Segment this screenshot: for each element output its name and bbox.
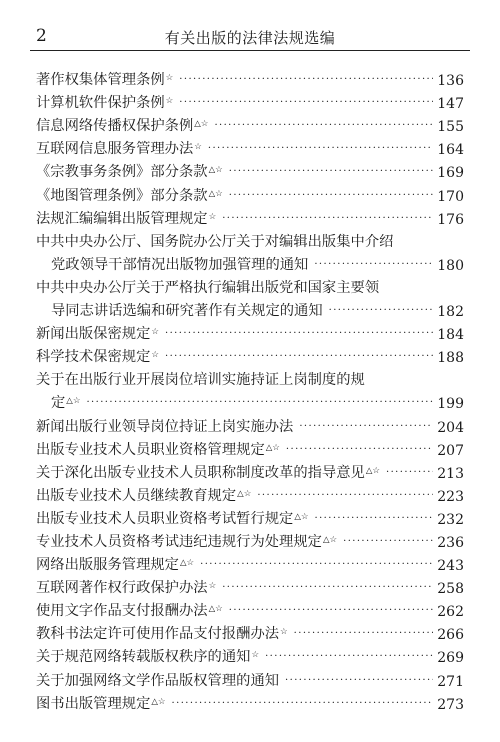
toc-entry-title: 出版专业技术人员职业资格管理规定: [36, 441, 265, 458]
toc-entry-line: [36, 690, 464, 713]
toc-entry-page: 262: [437, 604, 464, 621]
toc-entry-mark: △☆: [294, 511, 309, 522]
toc-entry-page: 213: [437, 465, 464, 482]
toc-entry-title: 法规汇编编辑出版管理规定: [36, 210, 208, 227]
toc-entry-page: 223: [437, 488, 464, 505]
toc-entry: [36, 643, 464, 666]
dot-leader: [343, 537, 433, 547]
dot-leader: [315, 514, 434, 524]
toc-entry-page: 204: [437, 419, 464, 436]
running-title: 有关出版的法律法规选编: [164, 29, 336, 47]
toc-entry-page: 147: [437, 96, 464, 113]
toc-entry-title: 信息网络传播权保护条例: [36, 118, 194, 135]
toc-entry: [36, 66, 464, 89]
toc-entry-line: [36, 389, 464, 412]
toc-entry-line: [36, 89, 464, 112]
toc-entry-mark: ☆: [194, 142, 202, 153]
toc-entry-line: [36, 181, 464, 204]
toc-entry-page: 184: [437, 327, 464, 344]
toc-entry-line: [36, 66, 464, 89]
toc-entry-mark: ☆: [151, 327, 159, 338]
toc-entry-page: 169: [437, 165, 464, 182]
toc-entry: [36, 274, 464, 320]
dot-leader: [222, 583, 433, 593]
toc-entry-line: [36, 528, 464, 551]
toc-entry-mark: ☆: [151, 350, 159, 361]
dot-leader: [200, 560, 433, 570]
toc-entry-line: [36, 643, 464, 666]
toc-entry-mark: ☆: [251, 650, 260, 661]
dot-leader: [314, 260, 433, 270]
toc-entry-title: 关于在出版行业开展岗位培训实施持证上岗制度的规: [36, 372, 365, 389]
toc-entry-page: 266: [437, 627, 464, 644]
running-header: [30, 24, 470, 51]
toc-entry-page: 180: [437, 257, 464, 274]
dot-leader: [172, 699, 434, 709]
toc-entry-mark: △☆: [208, 188, 223, 199]
dot-leader: [165, 352, 433, 362]
toc-entry-line: [36, 366, 464, 389]
toc-entry-title: 关于加强网络文学作品版权管理的通知: [36, 672, 280, 689]
toc-entry-mark: ☆: [208, 211, 217, 222]
toc-entry-line: [36, 482, 464, 505]
toc-entry: [36, 666, 464, 689]
toc-entry-page: 243: [437, 558, 464, 575]
toc-entry: [36, 181, 464, 204]
dot-leader: [86, 398, 433, 408]
toc-entry: [36, 228, 464, 274]
toc-entry-line: [36, 436, 464, 459]
toc-entry-line: [36, 574, 464, 597]
toc-entry-title: 出版专业技术人员继续教育规定: [36, 487, 237, 504]
toc-entry-mark: △☆: [365, 465, 380, 476]
toc-entry-mark: △☆: [237, 488, 252, 499]
toc-entry-line: [36, 459, 464, 482]
toc-entry-mark: ☆: [165, 73, 174, 84]
toc-entry-title: 导同志讲话选编和研究著作有关规定的通知: [51, 303, 323, 320]
dot-leader: [179, 75, 433, 85]
toc-entry: [36, 320, 464, 343]
toc-entry-title: 中共中央办公厅关于严格执行编辑出版党和国家主要领: [36, 279, 380, 296]
toc-entry-title: 教科书法定许可使用作品支付报酬办法: [36, 626, 280, 643]
toc-entry-mark: △☆: [265, 442, 280, 453]
dot-leader: [214, 121, 433, 131]
toc-entry: [36, 574, 464, 597]
toc-entry-title: 互联网著作权行政保护办法: [36, 580, 208, 597]
toc-entry-title: 网络出版服务管理规定: [36, 557, 179, 574]
toc-entry-mark: △☆: [208, 165, 223, 176]
toc-entry-line: [36, 274, 464, 297]
toc-entry-page: 269: [437, 650, 464, 667]
toc-entry-title: 计算机软件保护条例: [36, 95, 165, 112]
toc-entry-title: 著作权集体管理条例: [36, 72, 165, 89]
toc-entry-mark: ☆: [165, 96, 174, 107]
toc-entry-title: 专业技术人员资格考试违纪违规行为处理规定: [36, 533, 322, 550]
toc-entry-page: 258: [437, 581, 464, 598]
toc-entry-line: [36, 205, 464, 228]
dot-leader: [265, 652, 433, 662]
toc-entry-title: 新闻出版保密规定: [36, 326, 151, 343]
toc-entry-title: 《地图管理条例》部分条款: [36, 187, 208, 204]
toc-entry-mark: △☆: [66, 396, 81, 407]
dot-leader: [386, 468, 433, 478]
toc-entry-title: 定: [51, 395, 66, 412]
dot-leader: [229, 167, 434, 177]
toc-entry: [36, 690, 464, 713]
toc-entry: [36, 551, 464, 574]
dot-leader: [285, 676, 433, 686]
toc-entry-line: [36, 620, 464, 643]
toc-entry: [36, 459, 464, 482]
table-of-contents: [36, 66, 464, 713]
toc-entry-line: [36, 320, 464, 343]
toc-entry-page: 136: [437, 73, 464, 90]
dot-leader: [179, 98, 433, 108]
toc-entry: [36, 89, 464, 112]
toc-entry-mark: △☆: [179, 558, 195, 569]
toc-entry: [36, 205, 464, 228]
toc-entry-page: 232: [437, 511, 464, 528]
toc-entry-page: 188: [437, 350, 464, 367]
toc-entry: [36, 366, 464, 412]
toc-entry: [36, 412, 464, 435]
toc-entry: [36, 528, 464, 551]
toc-entry: [36, 597, 464, 620]
toc-entry-page: 236: [437, 534, 464, 551]
dot-leader: [294, 629, 434, 639]
dot-leader: [286, 445, 433, 455]
toc-entry-line: [36, 551, 464, 574]
toc-entry-line: [36, 666, 464, 689]
toc-entry-title: 党政领导干部情况出版物加强管理的通知: [51, 256, 309, 273]
toc-entry-title: 中共中央办公厅、国务院办公厅关于对编辑出版集中介绍: [36, 233, 394, 250]
dot-leader: [165, 329, 433, 339]
page-number: 2: [36, 26, 47, 46]
toc-entry-line: [36, 135, 464, 158]
toc-entry-mark: ☆: [208, 581, 217, 592]
dot-leader: [257, 491, 433, 501]
toc-entry-title: 出版专业技术人员职业资格考试暂行规定: [36, 510, 294, 527]
toc-entry-line: [36, 251, 464, 274]
toc-entry-page: 176: [437, 211, 464, 228]
toc-entry-mark: △☆: [151, 696, 166, 707]
dot-leader: [329, 306, 434, 316]
toc-entry-page: 182: [437, 304, 464, 321]
toc-entry: [36, 620, 464, 643]
dot-leader: [299, 422, 433, 432]
toc-entry: [36, 505, 464, 528]
toc-entry: [36, 112, 464, 135]
toc-entry-title: 新闻出版行业领导岗位持证上岗实施办法: [36, 418, 294, 435]
toc-entry: [36, 482, 464, 505]
dot-leader: [222, 214, 433, 224]
toc-entry-page: 207: [437, 442, 464, 459]
toc-entry-line: [36, 343, 464, 366]
toc-entry-line: [36, 228, 464, 251]
toc-entry-title: 科学技术保密规定: [36, 349, 151, 366]
toc-entry-page: 199: [437, 396, 464, 413]
toc-entry-line: [36, 505, 464, 528]
toc-entry-title: 使用文字作品支付报酬办法: [36, 603, 208, 620]
toc-entry-line: [36, 112, 464, 135]
dot-leader: [229, 191, 434, 201]
toc-entry-title: 图书出版管理规定: [36, 695, 151, 712]
toc-entry-page: 155: [437, 119, 464, 136]
dot-leader: [229, 606, 434, 616]
toc-entry-title: 《宗教事务条例》部分条款: [36, 164, 208, 181]
toc-entry-line: [36, 412, 464, 435]
toc-entry: [36, 436, 464, 459]
toc-entry-page: 164: [437, 142, 464, 159]
toc-entry-line: [36, 158, 464, 181]
toc-entry: [36, 135, 464, 158]
toc-entry: [36, 343, 464, 366]
toc-entry: [36, 158, 464, 181]
toc-entry-page: 273: [437, 696, 464, 713]
toc-entry-mark: △☆: [194, 119, 209, 130]
dot-leader: [208, 144, 433, 154]
toc-entry-page: 271: [437, 673, 464, 690]
toc-entry-title: 关于深化出版专业技术人员职称制度改革的指导意见: [36, 464, 365, 481]
toc-entry-title: 互联网信息服务管理办法: [36, 141, 194, 158]
toc-entry-title: 关于规范网络转载版权秩序的通知: [36, 649, 251, 666]
toc-entry-line: [36, 297, 464, 320]
toc-entry-line: [36, 597, 464, 620]
toc-entry-mark: △☆: [322, 534, 338, 545]
toc-entry-mark: △☆: [208, 604, 223, 615]
toc-entry-page: 170: [437, 188, 464, 205]
toc-entry-mark: ☆: [280, 627, 288, 638]
